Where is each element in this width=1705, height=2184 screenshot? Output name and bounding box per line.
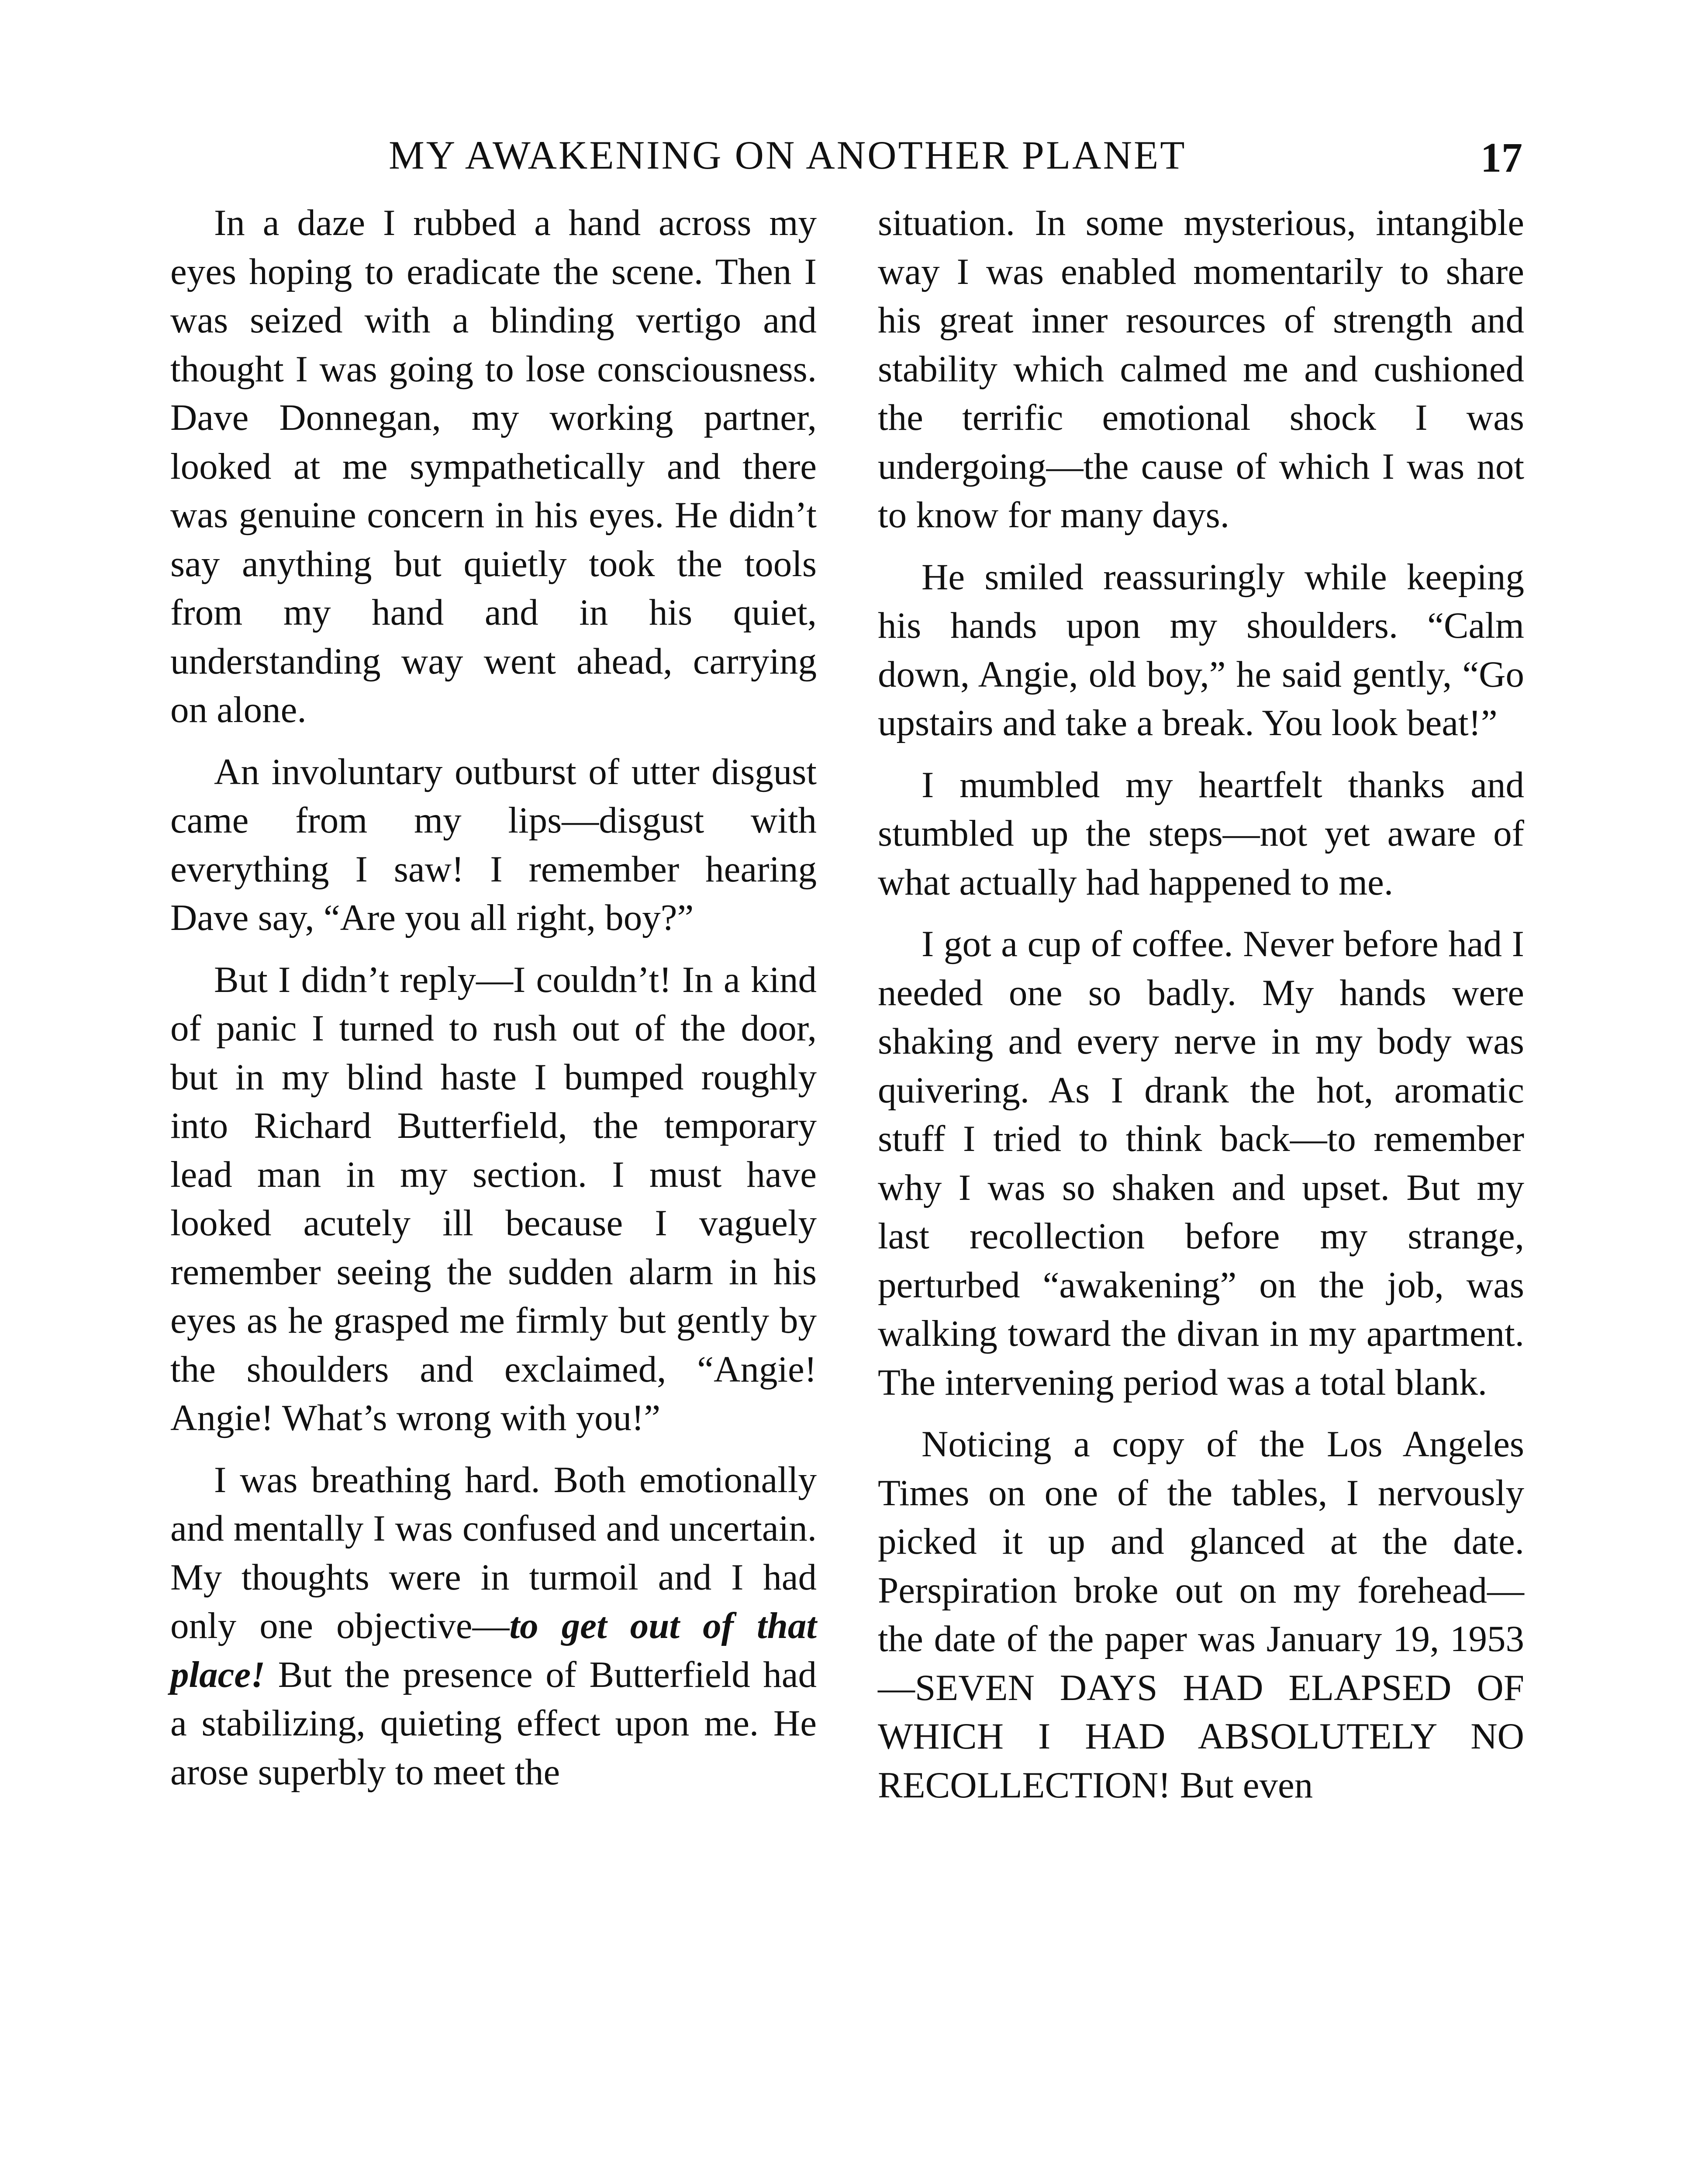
running-head: [0, 127, 1705, 183]
paragraph: Noticing a copy of the Los Angeles Times on one of the tables, I nervously picked it up and glanced at the date. Perspiration broke out on my forehead—the date of the paper was January 19, 1953—SEVEN DAYS HAD ELAPSED OF WHICH I HAD ABSOLUTELY NO RECOLLECTION! But even: [878, 1424, 1524, 1806]
paragraph-text: I was breathing hard. Both emotionally and mentally I was confused and uncertain. My thoughts were in turmoil and I had only one objective—: [170, 1459, 817, 1646]
paragraph: situation. In some mysterious, intangible way I was enabled momentarily to share his great inner resources of strength and stability which calmed me and cushioned the terrific emotional shock I was undergoing—the cause of which I was not to know for many days.: [878, 202, 1524, 536]
running-title: MY AWAKENING ON ANOTHER PLANET: [389, 133, 1187, 177]
paragraph: I got a cup of coffee. Never before had I needed one so badly. My hands were shaking and every nerve in my body was quivering. As I drank the hot, aromatic stuff I tried to think back—to remember why I was so shaken and upset. But my last recollection before my strange, perturbed “awakening” on the job, was walking toward the divan in my apartment. The intervening period was a total blank.: [878, 923, 1524, 1403]
paragraph: [170, 1456, 817, 1797]
right-column: [878, 199, 1524, 1810]
emphasis-text: to get out of that place!: [170, 1605, 817, 1695]
paragraph: He smiled reassuringly while keeping his hands upon my shoulders. “Calm down, Angie, old boy,” he said gently, “Go upstairs and take a break. You look beat!”: [878, 556, 1524, 743]
page-number: 17: [1481, 134, 1522, 181]
paragraph: An involuntary outburst of utter disgust came from my lips—disgust with everything I saw! I remember hearing Dave say, “Are you all right, boy?”: [170, 751, 817, 938]
paragraph: But I didn’t reply—I couldn’t! In a kind of panic I turned to rush out of the door, but in my blind haste I bumped roughly into Richard Butterfield, the temporary lead man in my section. I must have looked acutely ill because I vaguely remember seeing the sudden alarm in his eyes as he grasped me firmly but gently by the shoulders and exclaimed, “Angie! Angie! What’s wrong with you!”: [170, 959, 817, 1438]
paragraph-text: But the presence of Butterfield had a stabilizing, quieting effect upon me. He arose superbly to meet the: [170, 1654, 817, 1793]
paragraph: I mumbled my heartfelt thanks and stumbled up the steps—not yet aware of what actually had happened to me.: [878, 764, 1524, 903]
left-column: [170, 199, 817, 1797]
paragraph: In a daze I rubbed a hand across my eyes hoping to eradicate the scene. Then I was seized with a blinding vertigo and thought I was going to lose consciousness. Dave Donnegan, my working partner, looked at me sympathetically and there was genuine concern in his eyes. He didn’t say anything but quietly took the tools from my hand and in his quiet, understanding way went ahead, carrying on alone.: [170, 202, 817, 730]
